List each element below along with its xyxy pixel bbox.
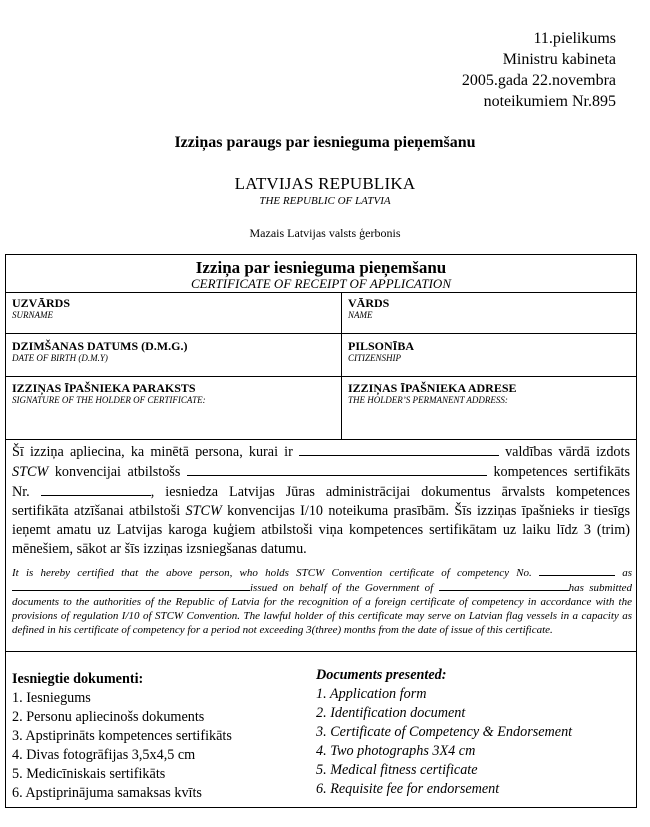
list-item: 6. Requisite fee for endorsement [316, 781, 500, 797]
certification-text-en [12, 565, 632, 637]
address-field[interactable] [348, 381, 517, 406]
competency-number-blank[interactable] [539, 565, 615, 576]
list-item: 3. Certificate of Competency & Endorsement [316, 724, 573, 740]
citizenship-field[interactable] [348, 339, 414, 364]
name-field[interactable] [348, 296, 389, 321]
certificate-header [6, 255, 636, 293]
annex-line: noteikumiem Nr.895 [483, 93, 616, 110]
field-label: IZZIŅAS ĪPAŠNIEKA ADRESE [348, 381, 517, 395]
certificate-type-blank[interactable] [187, 462, 487, 476]
government-blank[interactable] [299, 442, 499, 456]
field-label: UZVĀRDS [12, 296, 71, 310]
list-item: 1. Iesniegums [12, 690, 91, 706]
grid-divider [6, 376, 636, 377]
government-blank-en[interactable] [439, 580, 569, 591]
text-segment: It is hereby certified that the above person, who holds STCW Convention certificate of competency No. [12, 567, 532, 579]
list-item: 4. Two photographs 3X4 cm [316, 743, 476, 759]
text-segment: as [622, 567, 633, 579]
field-label: DZIMŠANAS DATUMS (D.M.G.) [12, 339, 188, 353]
list-item: 5. Medicīniskais sertifikāts [12, 766, 166, 782]
list-item: 2. Identification document [316, 705, 466, 721]
annex-line: Ministru kabineta [502, 51, 616, 68]
text-segment: has submitted documents to the authorities of the Republic of Latvia for the recognition of a foreign certificate of competency in accordance with the provisions of regulation I/10 of STCW Convention. The lawful holder of this certificate may serve on Latvian flag vessels in a capacity as defined in his certificate of competency for a period not exceeding 3(three) months from the date of issue of this certificate. [12, 582, 633, 636]
documents-list-en [316, 666, 572, 799]
annex-reference [462, 28, 616, 112]
list-item: 6. Apstiprinājuma samaksas kvīts [12, 785, 202, 801]
holder-fields-grid [6, 292, 636, 440]
text-segment: STCW [12, 464, 49, 480]
republic-heading: LATVIJAS REPUBLIKA [234, 174, 416, 193]
field-label: PILSONĪBA [348, 339, 415, 353]
capacity-blank[interactable] [12, 580, 250, 591]
certificate-subtitle: CERTIFICATE OF RECEIPT OF APPLICATION [191, 276, 451, 291]
certificate-form [5, 254, 637, 808]
field-label-en: DATE OF BIRTH (D.M.Y) [12, 353, 108, 363]
republic-heading-en: THE REPUBLIC OF LATVIA [259, 195, 391, 207]
annex-line: 11.pielikums [533, 30, 616, 47]
annex-line: 2005.gada 22.novembra [461, 72, 616, 89]
signature-field[interactable] [12, 381, 206, 406]
certificate-number-blank[interactable] [41, 482, 151, 496]
date-of-birth-field[interactable] [12, 339, 187, 364]
page-title: Izziņas paraugs par iesnieguma pieņemšanu [174, 134, 476, 151]
text-segment: kompetences sertifikāts Nr. [12, 464, 631, 500]
text-segment: STCW [185, 503, 222, 519]
text-segment: Šī izziņa apliecina, ka minētā persona, kurai ir [12, 444, 293, 460]
field-label-en: SURNAME [12, 310, 53, 320]
certification-text-lv [12, 442, 630, 559]
grid-divider [341, 292, 342, 439]
field-label-en: THE HOLDER’S PERMANENT ADDRESS: [348, 395, 508, 405]
grid-divider [6, 333, 636, 334]
documents-list-lv [12, 670, 232, 803]
section-divider [6, 651, 636, 652]
text-segment: konvencijai atbilstošs [54, 464, 181, 480]
documents-heading: Documents presented: [316, 667, 447, 683]
text-segment: valdības vārdā izdots [505, 444, 630, 460]
list-item: 2. Personu apliecinošs dokuments [12, 709, 205, 725]
field-label: VĀRDS [348, 296, 390, 310]
surname-field[interactable] [12, 296, 70, 321]
certificate-title: Izziņa par iesnieguma pieņemšanu [195, 258, 447, 277]
documents-heading: Iesniegtie dokumenti: [12, 671, 144, 687]
list-item: 5. Medical fitness certificate [316, 762, 478, 778]
field-label: IZZIŅAS ĪPAŠNIEKA PARAKSTS [12, 381, 196, 395]
list-item: 4. Divas fotogrāfijas 3,5x4,5 cm [12, 747, 196, 763]
field-label-en: CITIZENSHIP [348, 353, 402, 363]
text-segment: issued on behalf of the Government of [250, 582, 434, 594]
text-segment: konvencijas I/10 noteikuma prasībām. Šīs izziņas īpašnieks ir tiesīgs ieņemt amatu uz Latvijas karoga kuģiem atbilstoši viņa kompetences sertifikātam uz laiku līdz 3 (trim) mēnešiem, sākot ar šīs izziņas izsniegšanas datumu. [12, 503, 631, 557]
list-item: 1. Application form [316, 686, 427, 702]
field-label-en: SIGNATURE OF THE HOLDER OF CERTIFICATE: [12, 395, 206, 405]
list-item: 3. Apstiprināts kompetences sertifikāts [12, 728, 232, 744]
field-label-en: NAME [348, 310, 373, 320]
text-segment: , iesniedza Latvijas Jūras administrācijai dokumentus ārvalsts kompetences sertifikāta atzīšanai atbilstoši [12, 484, 630, 519]
coat-of-arms-placeholder: Mazais Latvijas valsts ģerbonis [249, 226, 401, 240]
